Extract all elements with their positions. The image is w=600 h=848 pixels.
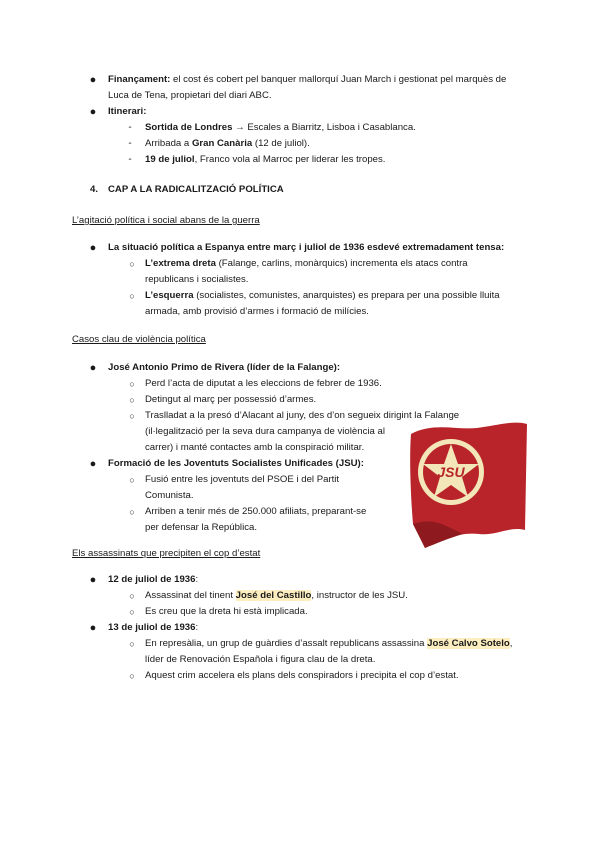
itinerari-label: Itinerari: <box>108 106 147 117</box>
subheading-agitacio: L’agitació política i social abans de la guerra <box>72 215 260 226</box>
primo-item-cont: (il·legalització per la seva dura campanya de violència al <box>145 426 385 437</box>
dash-bullet: - <box>128 138 132 149</box>
calvo-sotelo-line-2: líder de Renovación Española i figura clau de la dreta. <box>145 654 376 665</box>
primo-rivera: José Antonio Primo de Rivera (líder de la Falange): <box>108 362 341 373</box>
bullet: ● <box>89 242 97 254</box>
circle-bullet: ○ <box>129 475 135 485</box>
itinerari-item: 19 de juliol, Franco vola al Marroc per liderar les tropes. <box>145 154 386 165</box>
jsu-formacio: Formació de les Joventuts Socialistes Unificades (JSU): <box>108 458 364 469</box>
financament-line: Finançament: el cost és cobert pel banquer mallorquí Juan March i gestionat pel marquès de <box>108 74 507 85</box>
highlight-calvo-sotelo: José Calvo Sotelo <box>427 638 510 649</box>
financament-line-2: Luca de Tena, propietari del diari ABC. <box>108 90 272 101</box>
bullet: ● <box>89 622 97 634</box>
dash-bullet: - <box>128 154 132 165</box>
circle-bullet: ○ <box>129 259 135 269</box>
jsu-item-cont: Comunista. <box>145 490 194 501</box>
circle-bullet: ○ <box>129 607 135 617</box>
itinerari-item: Sortida de Londres → Escales a Biarritz, Lisboa i Casablanca. <box>145 122 416 133</box>
primo-item: Traslladat a la presó d’Alacant al juny, des d’on segueix dirigint la Falange <box>145 410 460 421</box>
primo-item: Perd l’acta de diputat a les eleccions de febrer de 1936. <box>145 378 382 389</box>
bullet: ● <box>89 74 97 86</box>
subheading-assassinats: Els assassinats que precipiten el cop d’estat <box>72 548 261 559</box>
jsu-item: Fusió entre les joventuts del PSOE i del Partit <box>145 474 340 485</box>
circle-bullet: ○ <box>129 379 135 389</box>
subheading-casos: Casos clau de violència política <box>72 334 206 345</box>
esquerra-line-2: armada, amb provisió d’armes i formació de milícies. <box>145 306 369 317</box>
itinerari-item: Arribada a Gran Canària (12 de juliol). <box>145 138 310 149</box>
circle-bullet: ○ <box>129 671 135 681</box>
situacio-politica: La situació política a Espanya entre març i juliol de 1936 esdevé extremadament tensa: <box>108 242 505 253</box>
crim-accelera: Aquest crim accelera els plans dels conspiradors i precipita el cop d’estat. <box>145 670 459 681</box>
date-13-juliol: 13 de juliol de 1936: <box>108 622 199 633</box>
section-title: CAP A LA RADICALITZACIÓ POLÍTICA <box>108 184 284 195</box>
extrema-dreta-line: L’extrema dreta (Falange, carlins, monàrquics) incrementa els atacs contra <box>145 258 468 269</box>
primo-item-cont: carrer) i manté contactes amb la conspiració militar. <box>145 442 365 453</box>
bullet: ● <box>89 458 97 470</box>
extrema-dreta-line-2: republicans i socialistes. <box>145 274 249 285</box>
circle-bullet: ○ <box>129 291 135 301</box>
castillo-line: Assassinat del tinent José del Castillo, instructor de les JSU. <box>145 590 408 601</box>
circle-bullet: ○ <box>129 395 135 405</box>
circle-bullet: ○ <box>129 507 135 517</box>
section-number: 4. <box>90 184 99 195</box>
flag-jsu-text: JSU <box>437 464 465 480</box>
circle-bullet: ○ <box>129 591 135 601</box>
primo-item: Detingut al març per possessió d’armes. <box>145 394 317 405</box>
jsu-item: Arriben a tenir més de 250.000 afiliats, preparant-se <box>145 506 367 517</box>
circle-bullet: ○ <box>129 411 135 421</box>
jsu-flag-image <box>405 420 529 550</box>
esquerra-line: L’esquerra (socialistes, comunistes, anarquistes) es prepara per una possible lluita <box>145 290 500 301</box>
highlight-castillo: José del Castillo <box>235 590 312 601</box>
circle-bullet: ○ <box>129 639 135 649</box>
dreta-implicada: Es creu que la dreta hi està implicada. <box>145 606 308 617</box>
date-12-juliol: 12 de juliol de 1936: <box>108 574 199 585</box>
calvo-sotelo-line: En represàlia, un grup de guàrdies d’assalt republicans assassina José Calvo Sotelo, <box>145 638 513 649</box>
bullet: ● <box>89 362 97 374</box>
dash-bullet: - <box>128 122 132 133</box>
bullet: ● <box>89 574 97 586</box>
bullet: ● <box>89 106 97 118</box>
jsu-item-cont: per defensar la República. <box>145 522 257 533</box>
